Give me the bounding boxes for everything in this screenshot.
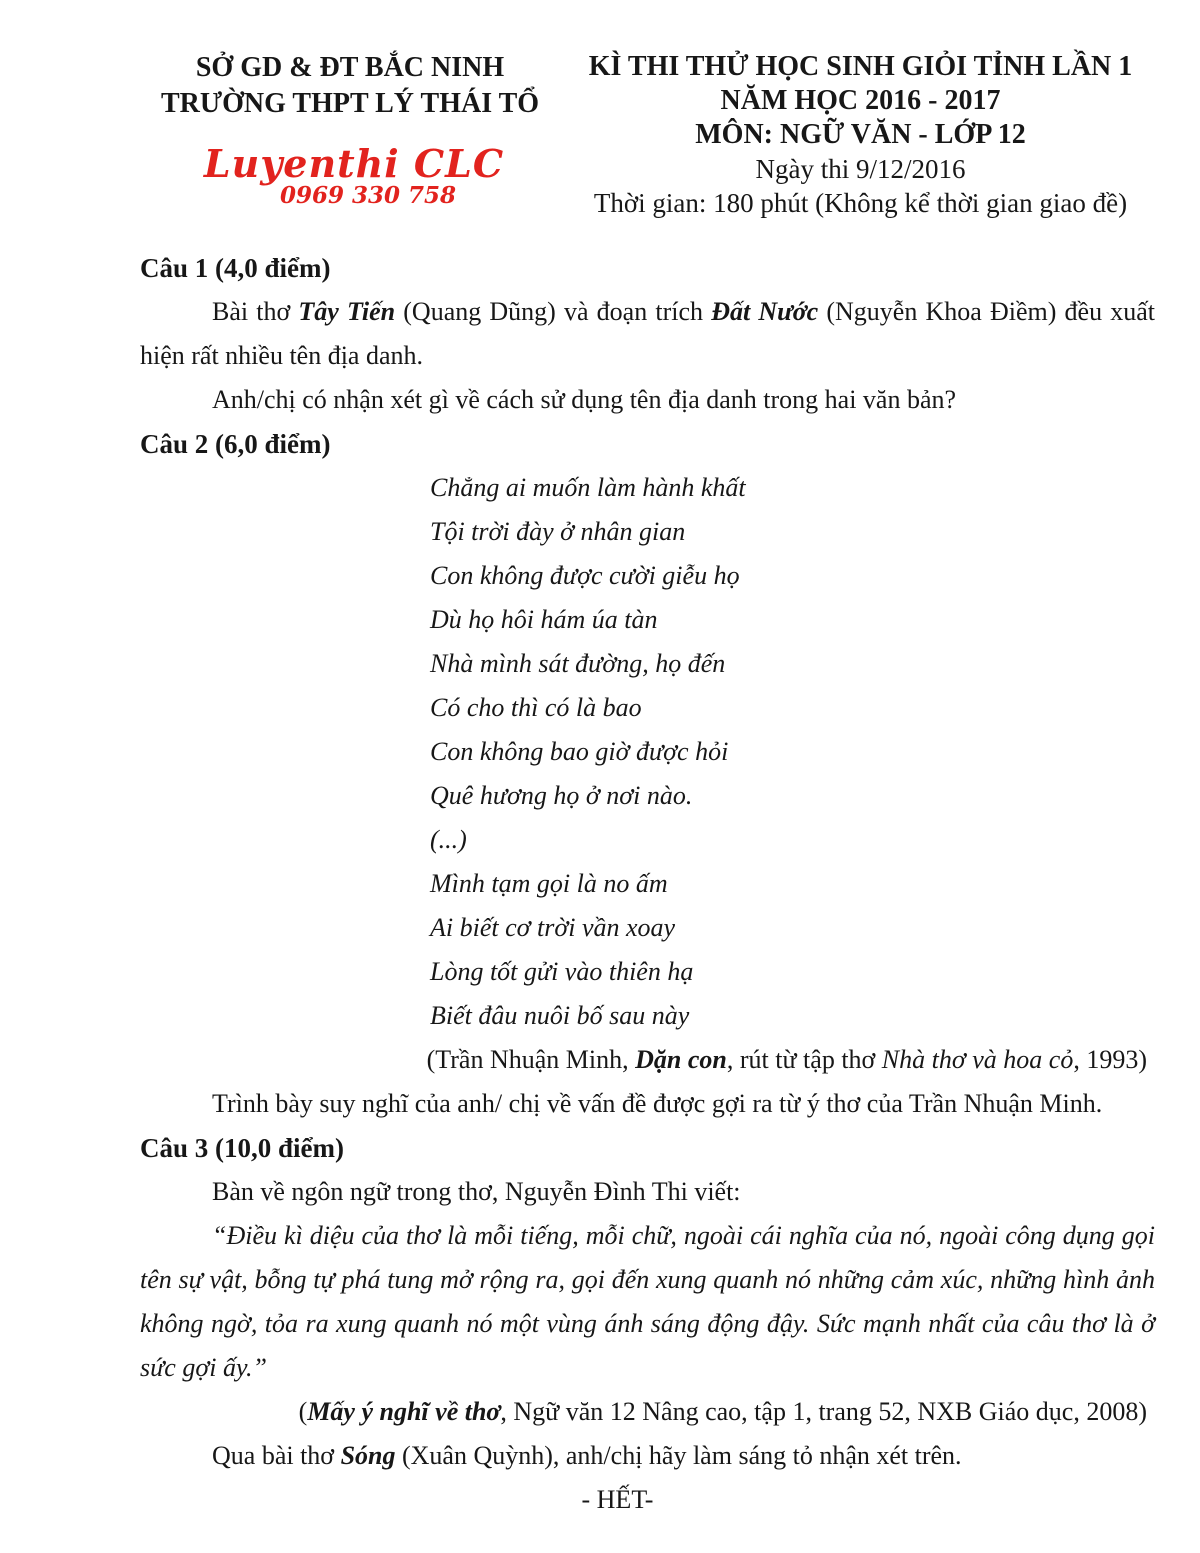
- poem-line: Con không được cười giễu họ: [430, 561, 740, 590]
- poem-line: Quê hương họ ở nơi nào.: [430, 781, 693, 810]
- poem-line: (...): [430, 825, 467, 854]
- question-1-paragraph: [140, 290, 1155, 378]
- exam-duration: Thời gian: 180 phút (Không kể thời gian giao đề): [593, 188, 1128, 218]
- poem-line: Dù họ hôi hám úa tàn: [430, 605, 658, 634]
- poem-line: Tội trời đày ở nhân gian: [430, 517, 686, 546]
- question-3-task: [140, 1434, 1155, 1478]
- question-1-prompt: Anh/chị có nhận xét gì về cách sử dụng tên địa danh trong hai văn bản?: [212, 385, 957, 414]
- question-3: [140, 1126, 1155, 1478]
- text-run: , rút từ tập thơ: [726, 1045, 882, 1074]
- poem-line: Mình tạm gọi là no ấm: [430, 869, 668, 898]
- question-3-heading: Câu 3 (10,0 điểm): [140, 1133, 344, 1163]
- text-run: (Trần Nhuận Minh,: [426, 1045, 636, 1074]
- exam-header: [140, 50, 1155, 220]
- poem-line: Con không bao giờ được hỏi: [430, 737, 729, 766]
- logo-phone-number: 0969 330 758: [279, 182, 457, 209]
- poem-line: Biết đâu nuôi bố sau này: [430, 1001, 690, 1030]
- text-run: (: [298, 1397, 308, 1426]
- poem-dan-con: [430, 466, 1155, 1038]
- text-run: (Xuân Quỳnh), anh/chị hãy làm sáng tỏ nhận xét trên.: [395, 1441, 962, 1470]
- text-run: Bài thơ: [212, 297, 299, 326]
- end-of-exam-mark: - HẾT-: [581, 1485, 654, 1514]
- text-run: Nhà thơ và hoa cỏ: [881, 1045, 1074, 1074]
- school-year: NĂM HỌC 2016 - 2017: [720, 85, 1001, 116]
- poem-line: Lòng tốt gửi vào thiên hạ: [430, 957, 694, 986]
- text-run: , 1993): [1073, 1045, 1147, 1074]
- text-run: (Quang Dũng) và đoạn trích: [395, 297, 712, 326]
- poem-line: Chẳng ai muốn làm hành khất: [430, 473, 746, 502]
- question-1: [140, 246, 1155, 422]
- text-run: (Nguyễn Khoa Điềm) đều xuất hiện rất nhiều tên địa danh.: [140, 297, 1155, 370]
- text-run: Qua bài thơ: [212, 1441, 341, 1470]
- text-run: Dặn con: [635, 1045, 727, 1074]
- question-2: [140, 422, 1155, 1126]
- text-run: Đất Nước: [711, 297, 819, 326]
- department-name: SỞ GD & ĐT BẮC NINH: [195, 52, 505, 83]
- question-3-quote: “Điều kì diệu của thơ là mỗi tiếng, mỗi chữ, ngoài cái nghĩa của nó, ngoài công dụng gọi tên sự vật, bỗng tự phá tung mở rộng ra, gọi đến xung quanh nó những cảm xúc, những hình ảnh không ngờ, tỏa ra xung quanh nó một vùng ánh sáng động đậy. Sức mạnh nhất của câu thơ là ở sức gợi ấy.”: [140, 1221, 1155, 1382]
- poem-attribution: [140, 1038, 1155, 1082]
- question-2-prompt: Trình bày suy nghĩ của anh/ chị về vấn đề được gợi ra từ ý thơ của Trần Nhuận Minh.: [212, 1089, 1103, 1118]
- question-2-heading: Câu 2 (6,0 điểm): [140, 429, 331, 459]
- poem-line: Có cho thì có là bao: [430, 693, 642, 722]
- issuing-school-block: [140, 50, 560, 208]
- poem-line: Nhà mình sát đường, họ đến: [430, 649, 726, 678]
- exam-body: [140, 246, 1155, 1522]
- exam-date: Ngày thi 9/12/2016: [755, 154, 966, 184]
- poem-line: Ai biết cơ trời vần xoay: [430, 913, 676, 942]
- quote-source: [140, 1390, 1155, 1434]
- school-name: TRƯỜNG THPT LÝ THÁI TỔ: [160, 88, 540, 119]
- text-run: Sóng: [340, 1441, 396, 1470]
- text-run: Mấy ý nghĩ về thơ: [307, 1397, 501, 1426]
- luyenthi-clc-logo: [144, 141, 564, 209]
- exam-subject: MÔN: NGỮ VĂN - LỚP 12: [695, 119, 1026, 150]
- exam-title: KÌ THI THỬ HỌC SINH GIỎI TỈNH LẦN 1: [588, 51, 1133, 82]
- logo-brand-text: Luyenthi CLC: [203, 141, 505, 186]
- question-1-heading: Câu 1 (4,0 điểm): [140, 253, 331, 283]
- question-3-intro: Bàn về ngôn ngữ trong thơ, Nguyễn Đình Thi viết:: [212, 1177, 741, 1206]
- exam-title-block: [560, 50, 1155, 220]
- text-run: Tây Tiến: [298, 297, 396, 326]
- text-run: , Ngữ văn 12 Nâng cao, tập 1, trang 52, NXB Giáo dục, 2008): [500, 1397, 1147, 1426]
